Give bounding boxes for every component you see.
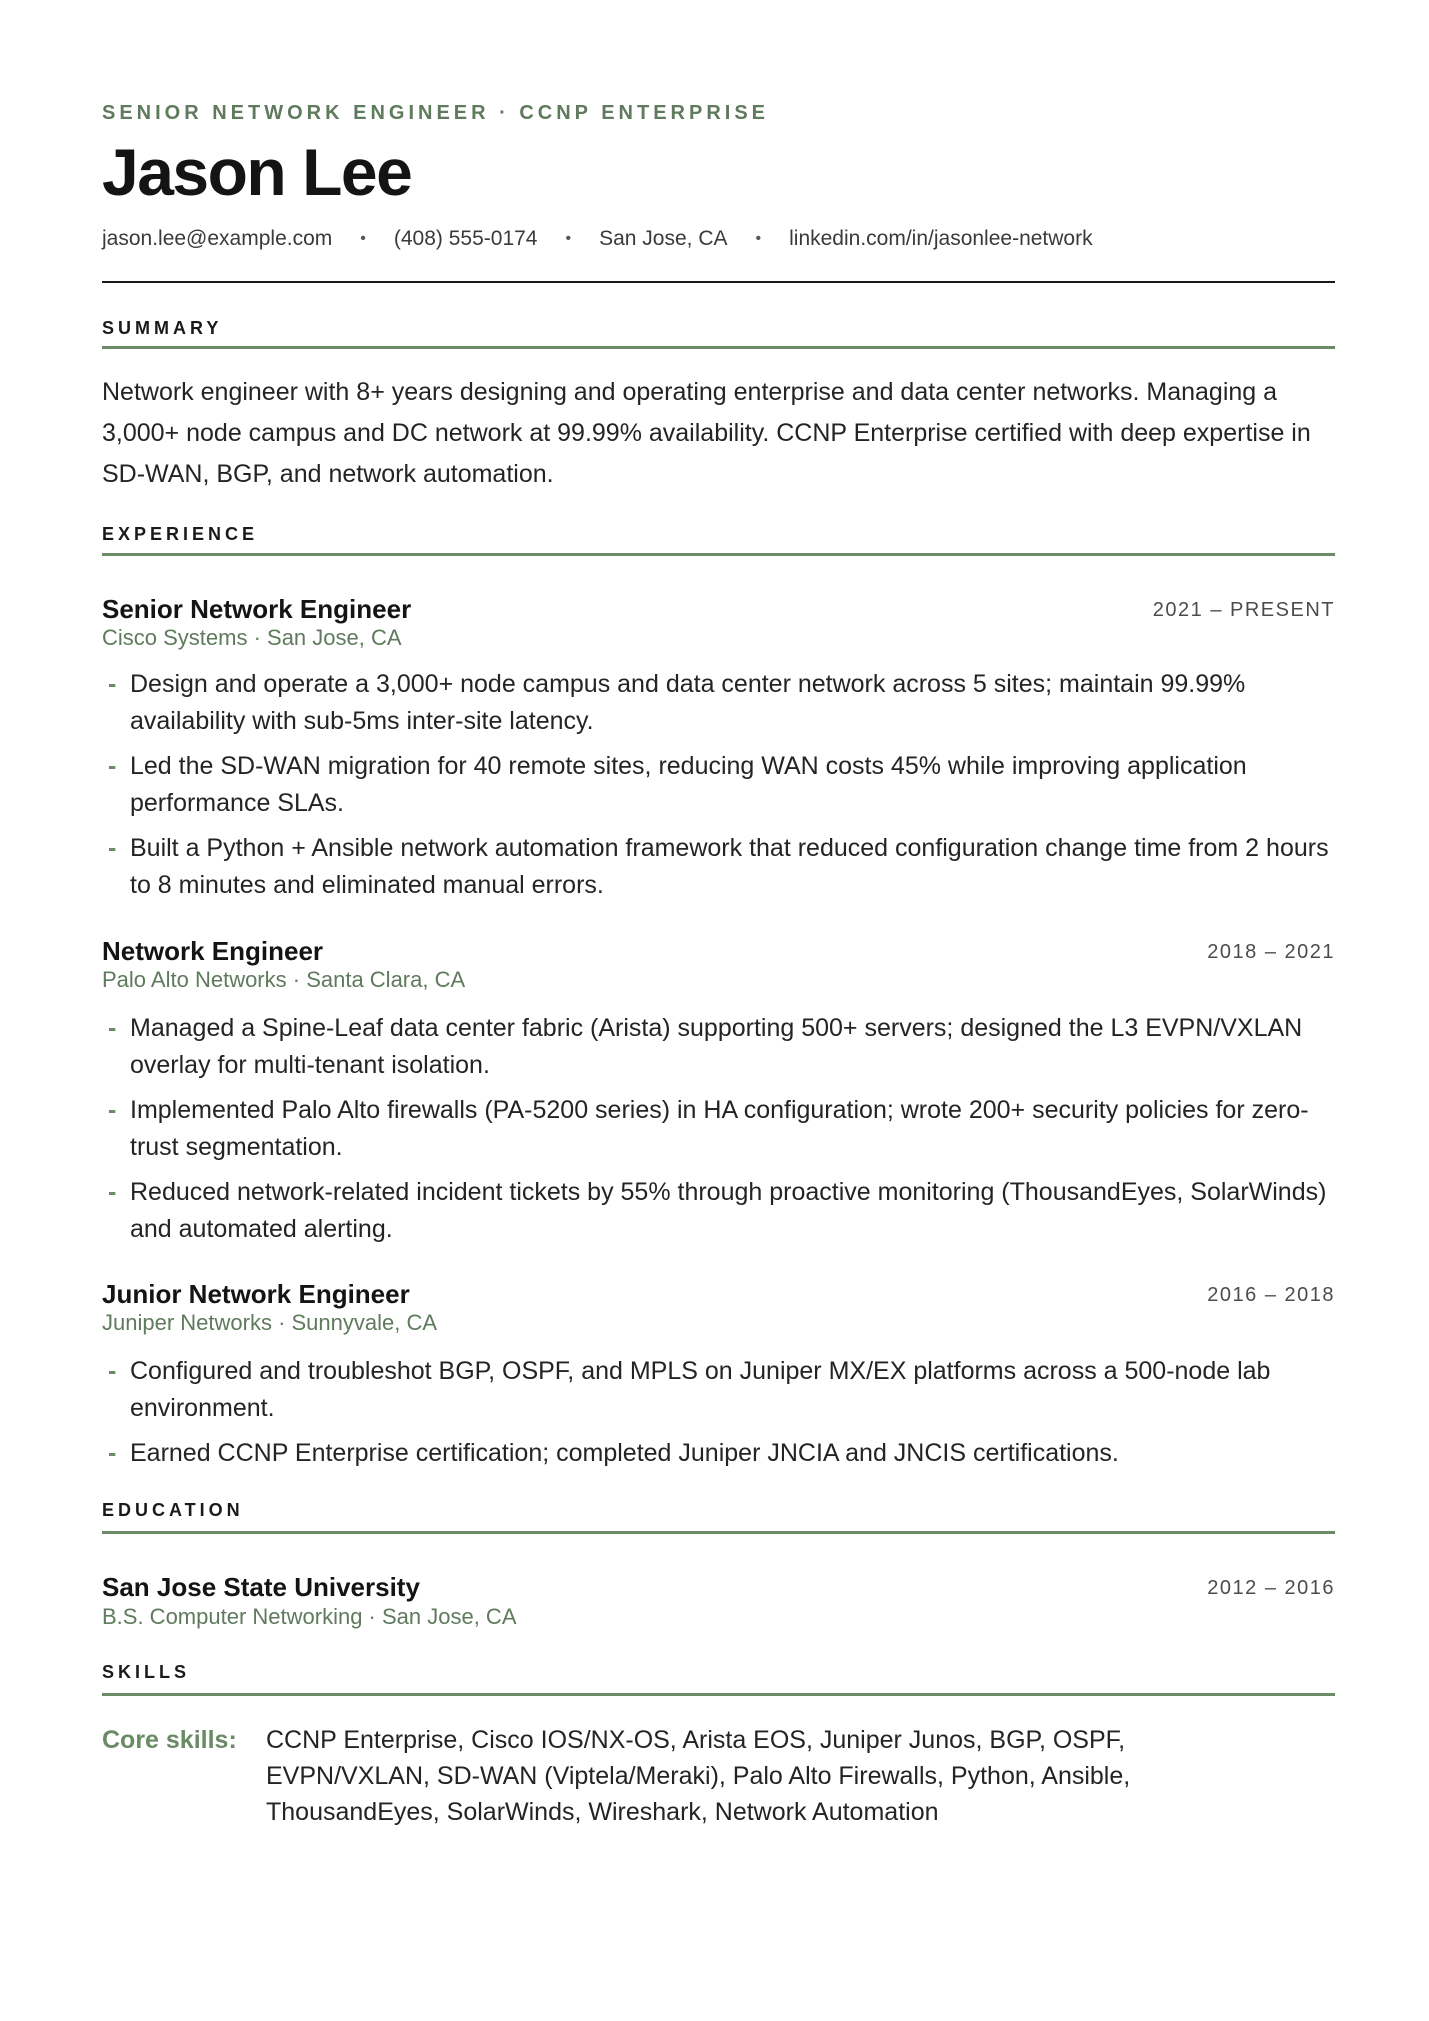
section-divider	[102, 346, 1335, 349]
job-org: Juniper Networks · Sunnyvale, CA	[102, 1310, 438, 1335]
job-dates: 2016 – 2018	[1207, 1284, 1335, 1306]
bullet-mark: -	[108, 834, 117, 862]
header-divider	[102, 281, 1335, 283]
skills-label: Core skills:	[102, 1726, 237, 1754]
bullet-mark: -	[108, 752, 117, 780]
headline: SENIOR NETWORK ENGINEER · CCNP ENTERPRISE	[102, 102, 770, 124]
list-item: - Design and operate a 3,000+ node campus and data center network across 5 sites; maintain 99.99% availability with sub-5ms inter-site latency.	[102, 666, 1335, 740]
job-org: Cisco Systems · San Jose, CA	[102, 625, 402, 650]
job-bullets	[102, 666, 1335, 912]
list-item: - Reduced network-related incident tickets by 55% through proactive monitoring (ThousandEyes, SolarWinds) and automated alerting.	[102, 1174, 1335, 1248]
bullet-mark: -	[108, 670, 117, 698]
list-item: - Implemented Palo Alto firewalls (PA-5200 series) in HA configuration; wrote 200+ security policies for zero-trust segmentation.	[102, 1092, 1335, 1166]
job-bullets	[102, 1010, 1335, 1256]
bullet-mark: -	[108, 1096, 117, 1124]
school-name: San Jose State University	[102, 1572, 420, 1602]
section-title-education: EDUCATION	[102, 1500, 244, 1520]
contact-linkedin[interactable]: linkedin.com/in/jasonlee-network	[789, 227, 1093, 250]
contact-separator: •	[360, 230, 366, 247]
list-item: - Built a Python + Ansible network automation framework that reduced configuration change time from 2 hours to 8 minutes and eliminated manual errors.	[102, 830, 1335, 904]
section-title-skills: SKILLS	[102, 1662, 191, 1682]
skills-list: CCNP Enterprise, Cisco IOS/NX-OS, Arista EOS, Juniper Junos, BGP, OSPF, EVPN/VXLAN, SD-WAN (Viptela/Meraki), Palo Alto Firewalls, Python, Ansible, ThousandEyes, SolarWinds, Wireshark, Network Automation	[266, 1726, 1131, 1826]
contact-location: San Jose, CA	[599, 227, 728, 250]
list-item: - Managed a Spine-Leaf data center fabric (Arista) supporting 500+ servers; designed the L3 EVPN/VXLAN overlay for multi-tenant isolation.	[102, 1010, 1335, 1084]
list-item: - Led the SD-WAN migration for 40 remote sites, reducing WAN costs 45% while improving application performance SLAs.	[102, 748, 1335, 822]
bullet-mark: -	[108, 1178, 117, 1206]
education-dates: 2012 – 2016	[1207, 1577, 1335, 1599]
job-title: Senior Network Engineer	[102, 594, 412, 624]
job-dates: 2018 – 2021	[1207, 941, 1335, 963]
bullet-mark: -	[108, 1357, 117, 1385]
contact-separator: •	[565, 230, 572, 247]
job-bullets	[102, 1353, 1335, 1480]
section-title-experience: EXPERIENCE	[102, 524, 259, 544]
bullet-mark: -	[108, 1439, 117, 1467]
job-title: Junior Network Engineer	[102, 1279, 410, 1309]
bullet-mark: -	[108, 1014, 117, 1042]
candidate-name: Jason Lee	[102, 135, 412, 209]
degree: B.S. Computer Networking · San Jose, CA	[102, 1604, 517, 1629]
job-org: Palo Alto Networks · Santa Clara, CA	[102, 967, 466, 992]
list-item: - Earned CCNP Enterprise certification; completed Juniper JNCIA and JNCIS certifications.	[102, 1435, 1335, 1472]
summary-text: Network engineer with 8+ years designing and operating enterprise and data center networks. Managing a 3,000+ node campus and DC network at 99.99% availability. CCNP Enterprise certified with deep expertise in SD-WAN, BGP, and network automation.	[102, 378, 1311, 488]
contact-line	[102, 227, 1093, 251]
job-title: Network Engineer	[102, 936, 324, 966]
section-divider	[102, 1531, 1335, 1534]
section-title-summary: SUMMARY	[102, 318, 223, 338]
contact-email[interactable]: jason.lee@example.com	[102, 227, 333, 250]
list-item: - Configured and troubleshot BGP, OSPF, and MPLS on Juniper MX/EX platforms across a 500-node lab environment.	[102, 1353, 1335, 1427]
job-dates: 2021 – PRESENT	[1152, 599, 1335, 621]
contact-separator: •	[755, 230, 762, 247]
section-divider	[102, 553, 1335, 556]
section-divider	[102, 1693, 1335, 1696]
contact-phone[interactable]: (408) 555-0174	[393, 227, 538, 250]
